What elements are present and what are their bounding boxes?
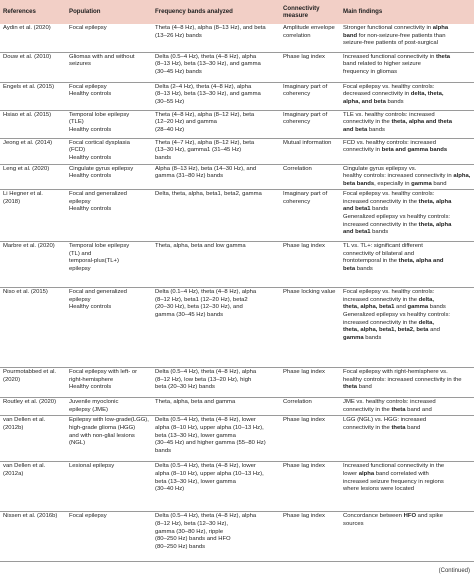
reference-cell <box>0 82 66 110</box>
cell-text-line: alpha (8–10 Hz), upper alpha (10–13 Hz), <box>155 471 264 478</box>
cell-text-line: Phase lag index <box>283 243 325 250</box>
connectivity-measure-cell <box>280 462 340 512</box>
cell-text-line: Delta (2–4 Hz), theta (4–8 Hz), alpha <box>155 83 252 90</box>
cell-text-line: Amplitude envelope <box>283 25 335 31</box>
cell-text-line: seizures <box>69 61 91 68</box>
cell-text-line: theta, alpha, beta1 and gamma bands <box>343 304 446 311</box>
reference-cell <box>0 190 66 242</box>
cell-text-line: (80–250 Hz) bands and HFO <box>155 536 231 543</box>
cell-text-line: and beta bands <box>343 126 385 133</box>
cell-text-line: band for non-seizure-free patients than <box>343 32 446 39</box>
cell-text-line: Epilepsy with low-grade(LGG), <box>69 417 149 424</box>
cell-text-line: (30–45 Hz) bands <box>155 68 202 75</box>
cell-text-line: beta bands, especially in gamma band <box>343 180 447 187</box>
cell-text-line: epilepsy <box>69 296 91 303</box>
population-cell <box>66 110 152 138</box>
cell-text-line: (8–12 Hz), beta (12–30 Hz), <box>155 521 229 528</box>
cell-text-line: Healthy controls <box>69 173 112 180</box>
reference-cell <box>0 242 66 288</box>
cell-text-line: seizure-free patients of post-surgical <box>343 40 438 47</box>
cell-text-line: Cingulate gyrus epilepsy vs. <box>343 165 417 172</box>
cell-text-line: Phase lag index <box>283 513 325 520</box>
cell-text-line: epilepsy <box>69 198 91 205</box>
table-row <box>0 416 474 462</box>
cell-text-line: Healthy controls <box>69 206 112 213</box>
cell-text-line: (30–55 Hz) <box>155 98 185 105</box>
cell-text-line: Phase lag index <box>283 369 325 376</box>
cell-text-line: Phase lag index <box>283 53 325 60</box>
frequency-bands-cell <box>152 164 280 190</box>
table-row <box>0 164 474 190</box>
cell-text-line: correlation <box>283 32 311 39</box>
table-row <box>0 138 474 164</box>
cell-text-line: increased connectivity in the theta, alpha <box>343 198 452 205</box>
cell-text-line: TL vs. TL+: significant different <box>343 243 423 250</box>
cell-text-line: Lesional epilepsy <box>69 463 115 470</box>
cell-text-line: band related to higher seizure <box>343 61 421 68</box>
cell-text-line: alpha, and beta bands <box>343 98 404 105</box>
cell-text-line: (2012b) <box>3 425 24 432</box>
reference-cell <box>0 164 66 190</box>
cell-text-line: Nissen et al. (2016b) <box>3 513 58 520</box>
cell-text-line: Focal epilepsy vs. healthy controls: <box>343 83 435 90</box>
cell-text-line: (FCD) <box>69 147 86 154</box>
main-findings-cell <box>340 52 474 82</box>
main-findings-cell <box>340 110 474 138</box>
cell-text-line: (TL) and <box>69 250 92 257</box>
cell-text-line: beta (13–30 Hz), lower gamma <box>155 478 236 485</box>
cell-text-line: alpha (8–10 Hz), upper alpha (10–13 Hz), <box>155 425 264 432</box>
population-cell <box>66 368 152 398</box>
table-row <box>0 288 474 368</box>
main-findings-cell <box>340 368 474 398</box>
cell-text-line: Increased functional connectivity in theta <box>343 53 451 60</box>
connectivity-measure-cell <box>280 138 340 164</box>
reference-cell <box>0 110 66 138</box>
table-row <box>0 82 474 110</box>
cell-text-line: Focal epilepsy <box>69 83 107 90</box>
cell-text-line: theta band <box>343 384 372 391</box>
cell-text-line: frequency in gliomas <box>343 68 398 75</box>
cell-text-line: (2012a) <box>3 471 24 478</box>
reference-cell <box>0 416 66 462</box>
cell-text-line: Healthy controls <box>69 154 112 161</box>
cell-text-line: FCD vs. healthy controls: increased <box>343 139 436 146</box>
population-cell <box>66 24 152 52</box>
cell-text-line: Stronger functional connectivity in alpha <box>343 25 449 31</box>
cell-text-line: Healthy controls <box>69 384 112 391</box>
main-findings-cell <box>340 190 474 242</box>
cell-text-line: Pourmotabbed et al. <box>3 369 57 376</box>
cell-text-line: Li Hegner et al. <box>3 191 43 198</box>
cell-text-line: connectivity of bilateral and <box>343 250 415 257</box>
cell-text-line: decreased connectivity in delta, theta, <box>343 91 444 98</box>
cell-text-line: Correlation <box>283 399 312 406</box>
cell-text-line: frontotemporal in the theta, alpha and <box>343 258 444 265</box>
cell-text-line: Imaginary part of <box>283 191 328 198</box>
header-main-findings: Main findings <box>343 8 383 16</box>
cell-text-line: theta, alpha, beta1, beta2, beta and <box>343 327 440 334</box>
cell-text-line: (8–13 Hz), beta (13–30 Hz), and gamma <box>155 61 261 68</box>
connectivity-measure-cell <box>280 398 340 416</box>
cell-text-line: (2020) <box>3 376 21 383</box>
frequency-bands-cell <box>152 242 280 288</box>
frequency-bands-cell <box>152 52 280 82</box>
cell-text-line: Delta (0.5–4 Hz), theta (4–8 Hz), lower <box>155 463 256 470</box>
cell-text-line: Focal epilepsy <box>69 513 107 520</box>
population-cell <box>66 242 152 288</box>
cell-text-line: bands <box>155 154 172 161</box>
cell-text-line: Correlation <box>283 165 312 172</box>
cell-text-line: healthy controls: increased connectivity in alpha, <box>343 173 471 180</box>
cell-text-line: coherency <box>283 198 311 205</box>
population-cell <box>66 398 152 416</box>
cell-text-line: Healthy controls <box>69 304 112 311</box>
table-row <box>0 368 474 398</box>
table-row <box>0 24 474 52</box>
cell-text-line: Delta, theta, alpha, beta1, beta2, gamma <box>155 191 262 198</box>
table-row <box>0 398 474 416</box>
cell-text-line: Engels et al. (2015) <box>3 83 55 90</box>
reference-cell <box>0 368 66 398</box>
cell-text-line: (20–30 Hz), beta (12–30 Hz), and <box>155 304 243 311</box>
cell-text-line: increased connectivity in the delta, <box>343 319 435 326</box>
cell-text-line: and with non-glial lesions <box>69 432 135 439</box>
cell-text-line: Delta (0.5–4 Hz), theta (4–8 Hz), alpha <box>155 369 257 376</box>
reference-cell <box>0 512 66 562</box>
cell-text-line: and beta1 bands <box>343 206 389 213</box>
frequency-bands-cell <box>152 368 280 398</box>
cell-text-line: Jeong et al. (2014) <box>3 139 53 146</box>
header-frequency-bands: Frequency bands analyzed <box>155 8 233 16</box>
cell-text-line: gamma (30–80 Hz), ripple <box>155 528 224 535</box>
population-cell <box>66 82 152 110</box>
cell-text-line: Mutual information <box>283 139 332 146</box>
cell-text-line: van Dellen et al. <box>3 417 46 424</box>
cell-text-line: (2018) <box>3 198 21 205</box>
cell-text-line: Cingulate gyrus epilepsy <box>69 165 134 172</box>
cell-text-line: right-hemisphere <box>69 376 114 383</box>
connectivity-measure-cell <box>280 110 340 138</box>
cell-text-line: (NGL) <box>69 440 86 447</box>
table-row <box>0 190 474 242</box>
main-findings-cell <box>340 416 474 462</box>
population-cell <box>66 164 152 190</box>
cell-text-line: Temporal lobe epilepsy <box>69 111 130 118</box>
cell-text-line: (13–26 Hz) bands <box>155 32 202 39</box>
cell-text-line: LGG (NGL) vs. HGG: increased <box>343 417 427 424</box>
cell-text-line: Delta (0.5–4 Hz), theta (4–8 Hz), alpha <box>155 53 257 60</box>
cell-text-line: Hsiao et al. (2015) <box>3 111 52 118</box>
cell-text-line: beta (20–30 Hz) bands <box>155 384 215 391</box>
cell-text-line: and beta1 bands <box>343 229 389 236</box>
cell-text-line: Focal epilepsy <box>69 25 107 31</box>
cell-text-line: JME vs. healthy controls: increased <box>343 399 436 406</box>
cell-text-line: beta (13–30 Hz), lower gamma <box>155 432 236 439</box>
cell-text-line: Generalized epilepsy vs healthy controls: <box>343 312 451 319</box>
main-findings-cell <box>340 288 474 368</box>
cell-text-line: Imaginary part of <box>283 83 328 90</box>
cell-text-line: Focal and generalized <box>69 191 127 198</box>
cell-text-line: Theta, alpha, beta and low gamma <box>155 243 246 250</box>
reference-cell <box>0 288 66 368</box>
cell-text-line: Healthy controls <box>69 126 112 133</box>
cell-text-line: (8–13 Hz), beta (13–30 Hz), and gamma <box>155 91 261 98</box>
cell-text-line: Generalized epilepsy vs healthy controls: <box>343 214 451 221</box>
main-findings-cell <box>340 138 474 164</box>
main-findings-cell <box>340 398 474 416</box>
population-cell <box>66 190 152 242</box>
header-row <box>0 0 474 24</box>
cell-text-line: lower alpha band correlated with <box>343 471 429 478</box>
cell-text-line: Temporal lobe epilepsy <box>69 243 130 250</box>
cell-text-line: Focal and generalized <box>69 289 127 296</box>
cell-text-line: connectivity in the theta band and <box>343 406 432 413</box>
cell-text-line: Theta (4–7 Hz), alpha (8–12 Hz), beta <box>155 139 255 146</box>
cell-text-line: increased connectivity in the delta, <box>343 296 435 303</box>
cell-text-line: TLE vs. healthy controls: increased <box>343 111 435 118</box>
cell-text-line: healthy controls: increased connectivity in the <box>343 376 462 383</box>
cell-text-line: (12–20 Hz) and gamma <box>155 119 217 126</box>
connectivity-measure-cell <box>280 512 340 562</box>
cell-text-line: (TLE) <box>69 119 84 126</box>
cell-text-line: Gliomas with and without <box>69 53 135 60</box>
connectivity-measure-cell <box>280 242 340 288</box>
cell-text-line: Focal epilepsy with left- or <box>69 369 138 376</box>
cell-text-line: bands <box>155 447 172 454</box>
connectivity-measure-cell <box>280 190 340 242</box>
frequency-bands-cell <box>152 398 280 416</box>
main-findings-cell <box>340 24 474 52</box>
cell-text-line: Juvenile myoclonic <box>69 399 119 406</box>
cell-text-line: beta bands <box>343 266 373 273</box>
cell-text-line: (30–45 Hz) and higher gamma (55–80 Hz) <box>155 440 266 447</box>
cell-text-line: Focal epilepsy vs. healthy controls: <box>343 191 435 198</box>
population-cell <box>66 138 152 164</box>
cell-text-line: Phase lag index <box>283 417 325 424</box>
cell-text-line: coherency <box>283 91 311 98</box>
cell-text-line: Marbre et al. (2020) <box>3 243 55 250</box>
population-cell <box>66 462 152 512</box>
reference-cell <box>0 462 66 512</box>
reference-cell <box>0 398 66 416</box>
cell-text-line: Theta, alpha, beta and gamma <box>155 399 236 406</box>
table-row <box>0 512 474 562</box>
cell-text-line: Concordance between HFO and spike <box>343 513 443 520</box>
cell-text-line: coherency <box>283 119 311 126</box>
cell-text-line: (80–250 Hz) bands <box>155 543 206 550</box>
cell-text-line: epilepsy <box>69 266 91 273</box>
cell-text-line: Douw et al. (2010) <box>3 53 52 60</box>
cell-text-line: where lesions were located <box>343 486 415 493</box>
cell-text-line: Routley et al. (2020) <box>3 399 57 406</box>
cell-text-line: increased connectivity in the theta, alpha <box>343 221 452 228</box>
cell-text-line: (28–40 Hz) <box>155 126 185 133</box>
connectivity-measure-cell <box>280 52 340 82</box>
cell-text-line: Theta (4–8 Hz), alpha (8–12 Hz), beta <box>155 111 255 118</box>
reference-cell <box>0 52 66 82</box>
table-body <box>0 24 474 562</box>
population-cell <box>66 512 152 562</box>
cell-text-line: Phase locking value <box>283 289 336 296</box>
cell-text-line: Alpha (8–13 Hz), beta (14–30 Hz), and <box>155 165 257 172</box>
header-population: Population <box>69 8 101 16</box>
connectivity-measure-cell <box>280 368 340 398</box>
cell-text-line: increased seizure frequency in regions <box>343 478 444 485</box>
cell-text-line: Imaginary part of <box>283 111 328 118</box>
cell-text-line: Focal epilepsy with right-hemisphere vs. <box>343 369 448 376</box>
cell-text-line: high-grade glioma (HGG) <box>69 425 136 432</box>
main-findings-cell <box>340 82 474 110</box>
cell-text-line: connectivity in beta and gamma bands <box>343 147 448 154</box>
connectivity-measure-cell <box>280 82 340 110</box>
table-header <box>0 0 474 24</box>
population-cell <box>66 52 152 82</box>
cell-text-line: (8–12 Hz), low beta (13–20 Hz), high <box>155 376 252 383</box>
continued-note: (Continued) <box>438 568 470 574</box>
main-findings-cell <box>340 242 474 288</box>
reference-cell <box>0 24 66 52</box>
cell-text-line: Leng et al. (2020) <box>3 165 50 172</box>
table-row <box>0 462 474 512</box>
header-references: References <box>3 8 36 16</box>
frequency-bands-cell <box>152 190 280 242</box>
cell-text-line: epilepsy (JME) <box>69 406 108 413</box>
cell-text-line: Delta (0.5–4 Hz), theta (4–8 Hz), lower <box>155 417 256 424</box>
connectivity-measure-cell <box>280 164 340 190</box>
cell-text-line: (30–40 Hz) <box>155 486 185 493</box>
frequency-bands-cell <box>152 288 280 368</box>
cell-text-line: gamma (31–80 Hz) bands <box>155 173 224 180</box>
frequency-bands-cell <box>152 82 280 110</box>
connectivity-measure-cell <box>280 416 340 462</box>
cell-text-line: connectivity in the theta band <box>343 425 421 432</box>
cell-text-line: Theta (4–8 Hz), alpha (8–13 Hz), and beta <box>155 25 266 31</box>
cell-text-line: temporal-plus(TL+) <box>69 258 119 265</box>
main-findings-cell <box>340 462 474 512</box>
main-findings-cell <box>340 164 474 190</box>
header-connectivity-measure: Connectivity measure <box>283 4 320 19</box>
cell-text-line: (8–12 Hz), beta1 (12–20 Hz), beta2 <box>155 296 248 303</box>
connectivity-measure-cell <box>280 24 340 52</box>
cell-text-line: (13–30 Hz), gamma1 (31–45 Hz) <box>155 147 242 154</box>
connectivity-measure-cell <box>280 288 340 368</box>
cell-text-line: Healthy controls <box>69 91 112 98</box>
cell-text-line: gamma (30–45 Hz) bands <box>155 312 224 319</box>
population-cell <box>66 288 152 368</box>
cell-text-line: Increased functional connectivity in the <box>343 463 445 470</box>
cell-text-line: Focal epilepsy vs. healthy controls: <box>343 289 435 296</box>
table-row <box>0 52 474 82</box>
frequency-bands-cell <box>152 24 280 52</box>
frequency-bands-cell <box>152 462 280 512</box>
frequency-bands-cell <box>152 416 280 462</box>
frequency-bands-cell <box>152 512 280 562</box>
frequency-bands-cell <box>152 138 280 164</box>
cell-text-line: sources <box>343 521 364 528</box>
cell-text-line: Delta (0.1–4 Hz), theta (4–8 Hz), alpha <box>155 289 257 296</box>
cell-text-line: Delta (0.5–4 Hz), theta (4–8 Hz), alpha <box>155 513 257 520</box>
cell-text-line: Phase lag index <box>283 463 325 470</box>
cell-text-line: van Dellen et al. <box>3 463 46 470</box>
frequency-bands-cell <box>152 110 280 138</box>
reference-cell <box>0 138 66 164</box>
cell-text-line: Niso et al. (2015) <box>3 289 48 296</box>
cell-text-line: Focal cortical dysplasia <box>69 139 130 146</box>
cell-text-line: gamma bands <box>343 334 382 341</box>
cell-text-line: Aydin et al. (2020) <box>3 25 51 31</box>
cell-text-line: connectivity in the theta, alpha and theta <box>343 119 453 126</box>
population-cell <box>66 416 152 462</box>
table-row <box>0 110 474 138</box>
main-findings-cell <box>340 512 474 562</box>
table-row <box>0 242 474 288</box>
